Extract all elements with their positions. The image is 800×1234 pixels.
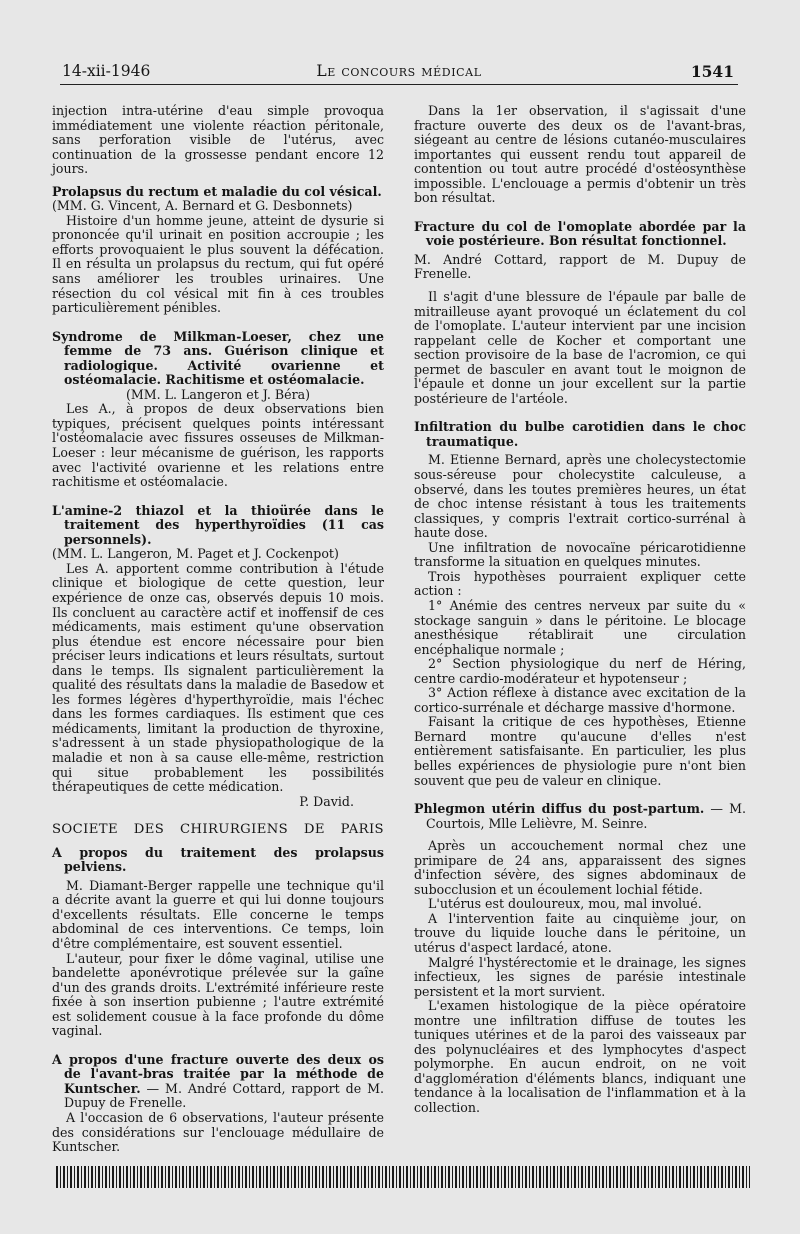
article-text: 3° Action réflexe à distance avec excitation de la cortico-surrénale et décharge massive d'hormone. bbox=[414, 685, 746, 715]
article-authors: (MM. G. Vincent, A. Bernard et G. Desbonnets) bbox=[52, 198, 353, 214]
article-text: 1° Anémie des centres nerveux par suite du « stockage sanguin » dans le péritoine. Le blocage anesthésique rétablirait une circulation encéphalique normale ; bbox=[414, 597, 746, 657]
left-column bbox=[52, 104, 384, 1155]
article-authors: — M. André Cottard, rapport de M. Dupuy de Frenelle. bbox=[64, 1080, 384, 1111]
intro-paragraph: injection intra-utérine d'eau simple provoqua immédiatement une violente réaction péritonale, sans perforation visible de l'utérus, avec continuation de la grossesse pendant encore 12 jours. bbox=[52, 103, 384, 177]
section-heading: SOCIETE DES CHIRURGIENS DE PARIS bbox=[52, 822, 384, 838]
article-text: M. Diamant-Berger rappelle une technique qu'il a décrite avant la guerre et qui lui donne toujours d'excellents résultats. Elle concerne le temps abdominal de ces interventions. Ce temps, loin d'être complémentaire, est souvent essentiel. bbox=[52, 877, 384, 951]
article-title: L'amine-2 thiazol et la thioürée dans le traitement des hyperthyroïdies (11 cas personnels). bbox=[52, 502, 384, 547]
article-title: Phlegmon utérin diffus du post-partum. bbox=[414, 801, 705, 817]
article-authors: (MM. L. Langeron et J. Béra) bbox=[125, 386, 311, 402]
issue-date: 14-xii-1946 bbox=[62, 62, 151, 80]
article-text: Les A. apportent comme contribution à l'étude clinique et biologique de cette question, leur expérience de onze cas, observés depuis 10 mois. Ils concluent au caractère actif et inoffensif de ces médicaments, mais estiment qu'une observation plus étendue est encore nécessaire pour bien préciser leurs indications et leurs résultats, surtout dans le temps. Ils signalent particulièrement la qualité des résultats dans la maladie de Basedow et les formes légères d'hyperthyroïdie, mais l'échec dans les formes cardiaques. Ils estiment que ces médicaments, limitant la production de thyroxine, s'adressent à un stade physiopathologique de la maladie et non à sa cause elle-même, restriction qui situe probablement les possibilités thérapeutiques de cette médication. bbox=[52, 560, 384, 795]
page-number: 1541 bbox=[690, 62, 734, 81]
journal-title: Le concours médical bbox=[316, 62, 482, 80]
article-text: Les A., à propos de deux observations bien typiques, précisent quelques points intéressant l'ostéomalacie avec fissures osseuses de Milkman-Loeser : leur mécanisme de guérison, les rapports avec l'activité ovarienne et les relations entre rachitisme et ostéomalacie. bbox=[52, 401, 384, 490]
article-text: A l'occasion de 6 observations, l'auteur présente des considérations sur l'enclouage médullaire de Kuntscher. bbox=[52, 1110, 384, 1155]
article-text: Il s'agit d'une blessure de l'épaule par balle de mitrailleuse ayant provoqué un éclatement du col de l'omoplate. L'auteur intervient par une incision rappelant celle de Kocher et comportant une section provisoire de la base de l'acromion, ce qui permet de basculer en avant tout le moignon de l'épaule et donne un jour excellent sur la partie postérieure de l'artéole. bbox=[414, 289, 746, 406]
article-heading bbox=[414, 802, 746, 831]
article-title: Fracture du col de l'omoplate abordée par la voie postérieure. Bon résultat fonctionnel. bbox=[414, 218, 746, 249]
article-text: L'utérus est douloureux, mou, mal involué. bbox=[428, 896, 702, 912]
article-text: Histoire d'un homme jeune, atteint de dysurie si prononcée qu'il urinait en position accroupie ; les efforts provoquaient le plus souvent la défécation. Il en résulta un prolapsus du rectum, qui fut opéré sans améliorer les troubles urinaires. Une résection du col vésical mit fin à ces troubles particulièrement pénibles. bbox=[52, 212, 384, 316]
article-text: 2° Section physiologique du nerf de Héring, centre cardio-modérateur et hypotenseur ; bbox=[414, 656, 746, 686]
article-text: Faisant la critique de ces hypothèses, Etienne Bernard montre qu'aucune d'elles n'est entièrement satisfaisante. En particulier, les plus belles expériences de physiologie pure n'ont bien souvent que peu de valeur en clinique. bbox=[414, 714, 746, 788]
article-text: Malgré l'hystérectomie et le drainage, les signes infectieux, les signes de parésie intestinale persistent et la mort survient. bbox=[414, 954, 746, 999]
article-text: Une infiltration de novocaïne péricarotidienne transforme la situation en quelques minutes. bbox=[414, 539, 746, 570]
article-text: Dans la 1er observation, il s'agissait d'une fracture ouverte des deux os de l'avant-bras, siégeant au centre de lésions cutanéo-musculaires importantes qui eussent rendu tout appareil de contention ou tout autre procédé d'ostéosynthèse impossible. L'enclouage a permis d'obtenir un très bon résultat. bbox=[414, 103, 746, 206]
article-text: A l'intervention faite au cinquième jour, on trouve du liquide louche dans le péritoine, un utérus d'aspect lardacé, atone. bbox=[414, 910, 746, 955]
right-column bbox=[414, 104, 746, 1116]
page-header bbox=[60, 58, 738, 85]
article-text: L'auteur, pour fixer le dôme vaginal, utilise une bandelette aponévrotique prélevée sur la gaîne d'un des grands droits. L'extrémité inférieure reste fixée à son insertion pubienne ; l'autre extrémité est solidement cousue à la face profonde du dôme vaginal. bbox=[52, 950, 384, 1039]
article-text: L'examen histologique de la pièce opératoire montre une infiltration diffuse de toutes les tuniques utérines et de la paroi des vaisseaux par des polynucléaires et des lymphocytes d'aspect polymorphe. En aucun endroit, on ne voit d'agglomération d'éléments blancs, indiquant une tendance à la localisation de l'inflammation et à la collection. bbox=[414, 998, 746, 1115]
article-title: Syndrome de Milkman-Loeser, chez une femme de 73 ans. Guérison clinique et radiologique. Activité ovarienne et ostéomalacie. Rachitisme et ostéomalacie. bbox=[52, 328, 384, 388]
article-title: A propos d'une fracture ouverte des deux os de l'avant-bras traitée par la méthode de Kuntscher. bbox=[52, 1051, 384, 1096]
article-authors: M. André Cottard, rapport de M. Dupuy de Frenelle. bbox=[414, 251, 746, 282]
article-title: A propos du traitement des prolapsus pelviens. bbox=[52, 844, 384, 875]
article-text: Après un accouchement normal chez une primipare de 24 ans, apparaissent des signes d'infection sévère, des signes abdominaux de subocclusion et un écoulement lochial fétide. bbox=[414, 838, 746, 897]
article-signature: P. David. bbox=[299, 793, 354, 809]
article-text: Trois hypothèses pourraient expliquer cette action : bbox=[414, 568, 746, 599]
article-heading bbox=[52, 1053, 384, 1111]
article-title: Prolapsus du rectum et maladie du col vésical. bbox=[52, 183, 382, 199]
article-authors: (MM. L. Langeron, M. Paget et J. Cockenpot) bbox=[52, 546, 339, 562]
article-title: Infiltration du bulbe carotidien dans le choc traumatique. bbox=[414, 419, 746, 449]
article-authors: — M. Courtois, Mlle Lelièvre, M. Seinre. bbox=[426, 801, 746, 831]
article-text: M. Etienne Bernard, après une cholecystectomie sous-séreuse pour cholecystite calculeuse, a observé, dans les toutes premières heures, un état de choc intense résistant à tous les traitements classiques, y compris l'extrait cortico-surrénal à haute dose. bbox=[414, 452, 746, 541]
footer-barcode bbox=[56, 1166, 750, 1188]
